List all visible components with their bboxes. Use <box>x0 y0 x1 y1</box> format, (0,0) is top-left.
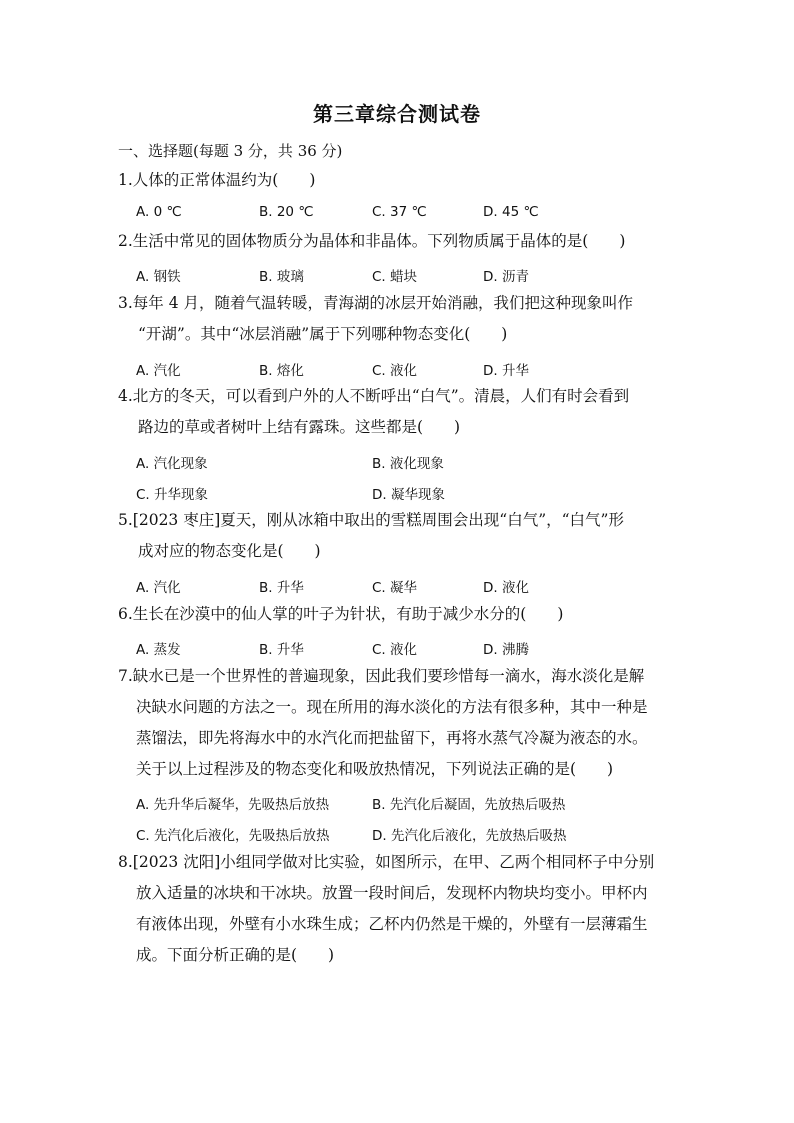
option-b[interactable]: B. 升华 <box>259 642 304 658</box>
option-b[interactable]: B. 先汽化后凝固，先放热后吸热 <box>372 797 566 813</box>
option-c[interactable]: C. 先汽化后液化，先吸热后放热 <box>136 828 330 844</box>
question-text-line-2: 路边的草或者树叶上结有露珠。这些都是( ) <box>138 418 461 436</box>
option-c[interactable]: C. 凝华 <box>372 580 418 596</box>
question-text-line-3: 蒸馏法，即先将海水中的水汽化而把盐留下，再将水蒸气冷凝为液态的水。 <box>136 729 648 747</box>
option-a[interactable]: A. 蒸发 <box>136 642 181 658</box>
option-a[interactable]: A. 汽化 <box>136 363 181 379</box>
question-text-line-2: 成对应的物态变化是( ) <box>138 542 321 560</box>
question-text-line-2: “开湖”。其中“冰层消融”属于下列哪种物态变化( ) <box>138 325 508 343</box>
option-d[interactable]: D. 先汽化后液化，先放热后吸热 <box>372 828 567 844</box>
question-7 <box>118 661 678 785</box>
question-text-line-1: 北方的冬天，可以看到户外的人不断呼出“白气”。清晨，人们有时会看到 <box>132 387 630 405</box>
question-text-line-1: [2023 枣庄]夏天，刚从冰箱中取出的雪糕周围会出现“白气”，“白气”形 <box>132 511 624 529</box>
option-a[interactable]: A. 汽化 <box>136 580 181 596</box>
option-d[interactable]: D. 45 ℃ <box>483 204 539 220</box>
option-d[interactable]: D. 液化 <box>483 580 529 596</box>
option-d[interactable]: D. 凝华现象 <box>372 487 445 503</box>
option-b[interactable]: B. 熔化 <box>259 363 304 379</box>
option-a[interactable]: A. 先升华后凝华，先吸热后放热 <box>136 797 330 813</box>
option-b[interactable]: B. 液化现象 <box>372 456 444 472</box>
question-4 <box>118 381 678 443</box>
question-text-line-1: 每年 4 月，随着气温转暖，青海湖的冰层开始消融，我们把这种现象叫作 <box>132 294 634 312</box>
option-c[interactable]: C. 液化 <box>372 642 418 658</box>
option-b[interactable]: B. 玻璃 <box>259 269 304 285</box>
question-1 <box>118 165 678 196</box>
question-text-line-2: 放入适量的冰块和干冰块。放置一段时间后，发现杯内物块均变小。甲杯内 <box>136 884 648 902</box>
option-d[interactable]: D. 沸腾 <box>483 642 529 658</box>
question-2 <box>118 226 678 257</box>
option-a[interactable]: A. 钢铁 <box>136 269 181 285</box>
question-number: 5. <box>118 511 133 529</box>
question-5 <box>118 505 678 567</box>
question-text-line-1: 缺水已是一个世界性的普遍现象，因此我们要珍惜每一滴水，海水淡化是解 <box>132 667 645 685</box>
option-a[interactable]: A. 0 ℃ <box>136 204 182 220</box>
question-number: 7. <box>118 667 133 685</box>
question-text-line-2: 决缺水问题的方法之一。现在所用的海水淡化的方法有很多种，其中一种是 <box>136 698 648 716</box>
option-d[interactable]: D. 升华 <box>483 363 529 379</box>
question-number: 8. <box>118 853 133 871</box>
question-text-line-4: 关于以上过程涉及的物态变化和吸放热情况，下列说法正确的是( ) <box>136 760 614 778</box>
option-c[interactable]: C. 液化 <box>372 363 418 379</box>
page-title: 第三章综合测试卷 <box>313 102 481 126</box>
option-c[interactable]: C. 升华现象 <box>136 487 209 503</box>
option-c[interactable]: C. 蜡块 <box>372 269 418 285</box>
option-c[interactable]: C. 37 ℃ <box>372 204 427 220</box>
question-text-line-3: 有液体出现，外壁有小水珠生成；乙杯内仍然是干燥的，外壁有一层薄霜生 <box>136 915 648 933</box>
question-8 <box>118 847 678 971</box>
question-number: 1. <box>118 171 133 189</box>
question-number: 2. <box>118 232 133 250</box>
question-text: 人体的正常体温约为( ) <box>132 171 316 189</box>
option-a[interactable]: A. 汽化现象 <box>136 456 208 472</box>
option-b[interactable]: B. 20 ℃ <box>259 204 314 220</box>
question-text-line-1: [2023 沈阳]小组同学做对比实验，如图所示，在甲、乙两个相同杯子中分别 <box>132 853 655 871</box>
section-heading: 一、选择题(每题 3 分，共 36 分) <box>118 142 343 160</box>
question-3 <box>118 288 678 350</box>
question-text: 生活中常见的固体物质分为晶体和非晶体。下列物质属于晶体的是( ) <box>132 232 626 250</box>
question-number: 6. <box>118 605 133 623</box>
option-b[interactable]: B. 升华 <box>259 580 304 596</box>
question-6 <box>118 599 678 630</box>
question-number: 4. <box>118 387 133 405</box>
question-text-line-4: 成。下面分析正确的是( ) <box>136 946 335 964</box>
question-number: 3. <box>118 294 133 312</box>
option-d[interactable]: D. 沥青 <box>483 269 529 285</box>
question-text: 生长在沙漠中的仙人掌的叶子为针状，有助于减少水分的( ) <box>132 605 564 623</box>
